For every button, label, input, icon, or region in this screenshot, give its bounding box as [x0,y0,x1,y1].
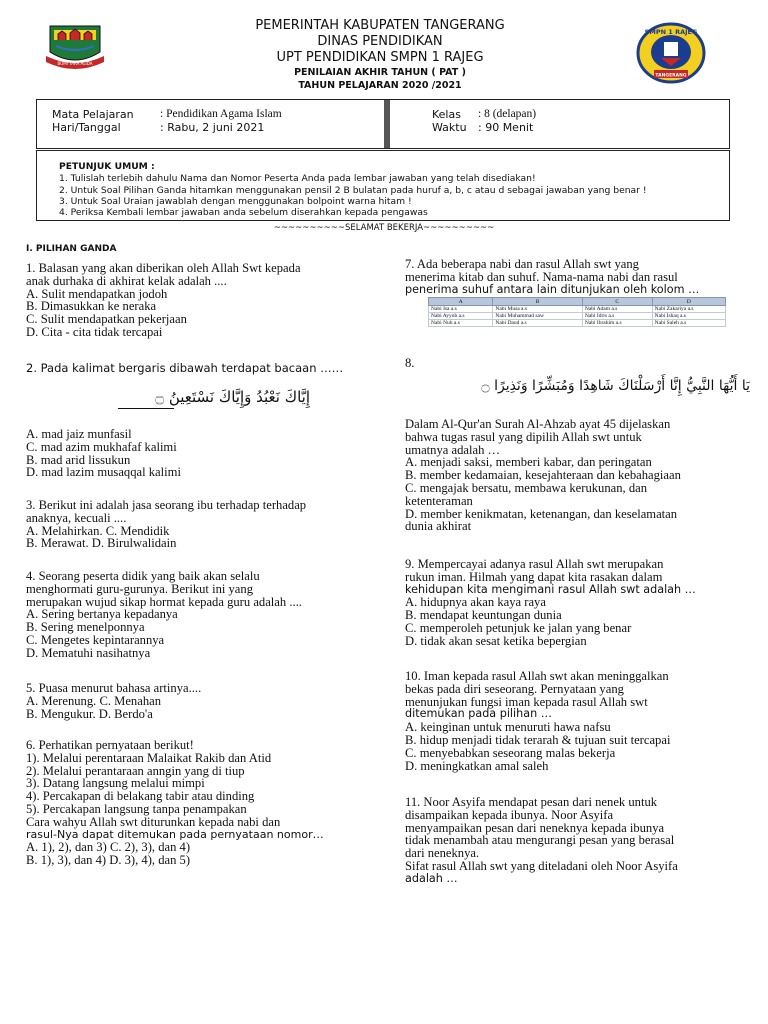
table-cell: Nabi Musa a.s [493,306,582,313]
q5-option: A. Merenung. C. Menahan [26,693,162,708]
q4-line: 4. Seorang peserta didik yang baik akan selalu [26,569,260,583]
header-line-3: UPT PENDIDIKAN SMPN 1 RAJEG [276,50,484,65]
q11-line: Sifat rasul Allah swt yang diteladani oleh Noor Asyifa [405,858,678,873]
q6-line: Cara wahyu Allah swt diturunkan kepada nabi dan [26,814,281,829]
q10-option: B. hidup menjadi tidak terarah & tujuan suit tercapai [405,732,671,747]
q4-option: A. Sering bertanya kepadanya [26,607,178,622]
q8-option: C. mengajak bersatu, membawa kerukunan, dan [405,480,647,495]
exam-info-box [36,99,730,149]
waktu-value: : 90 Menit [478,121,534,134]
question-8 [405,418,760,533]
q9-line: kehidupan kita mengimani rasul Allah swt adalah … [405,582,696,596]
kelas-value: : 8 (delapan) [478,108,537,120]
q9-option: D. tidak akan sesat ketika bepergian [405,633,587,648]
q6-statement: 3). Datang langsung melalui mimpi [26,776,205,791]
q1-option: A. Sulit mendapatkan jodoh [26,286,168,301]
q11-line: menyampaikan pesan dari neneknya kepada ibunya [405,820,665,835]
table-cell: Nabi Isa a.s [429,306,493,313]
question-7 [405,258,760,296]
q10-line: ditemukan pada pilihan … [405,707,552,721]
table-cell: Nabi Adam a.s [582,306,652,313]
q2-arabic-verse: إِيَّاكَ نَعْبُدُ وَإِيَّاكَ نَسْتَعِينُ ۝ [155,388,310,406]
q9-option: C. memperoleh petunjuk ke jalan yang benar [405,620,632,635]
petunjuk-title: PETUNJUK UMUM : [59,161,155,172]
q6-statement: 2). Melalui perantaraan anngin yang di tiup [26,763,245,778]
q9-line: rukun iman. Hilmah yang dapat kita rasakan dalam [405,569,663,584]
header-line-5: TAHUN PELAJARAN 2020 /2021 [298,80,462,91]
smpn-1-rajeg-logo [636,22,706,84]
mapel-label: Mata Pelajaran [52,108,134,121]
q8-number: 8. [405,356,415,370]
header-line-1: PEMERINTAH KABUPATEN TANGERANG [255,18,505,33]
q11-line: 11. Noor Asyifa mendapat pesan dari nenek untuk [405,795,658,809]
q1-line: 1. Balasan yang akan diberikan oleh Allah Swt kepada [26,261,301,275]
q7-line: 7. Ada beberapa nabi dan rasul Allah swt yang [405,257,639,271]
q5-line: 5. Puasa menurut bahasa artinya.... [26,681,202,695]
q1-option: D. Cita - cita tidak tercapai [26,324,163,339]
petunjuk-item: 2. Untuk Soal Pilihan Ganda hitamkan menggunakan pensil 2 B bulatan pada huruf a, b, c atau d sebagai jawaban yang benar ! [59,185,647,196]
q9-line: 9. Mempercayai adanya rasul Allah swt merupakan [405,557,664,571]
question-11 [405,796,760,886]
q11-line: disampaikan kepada ibunya. Noor Asyifa [405,807,614,822]
q9-option: B. mendapat keuntungan dunia [405,608,562,623]
mapel-value: : Pendidikan Agama Islam [160,108,282,120]
question-4 [26,570,376,660]
question-2 [26,362,376,375]
waktu-label: Waktu [432,121,467,134]
q6-option: B. 1), 3), dan 4) D. 3), 4), dan 5) [26,853,191,868]
question-10 [405,670,760,772]
q2-underline [118,408,174,409]
question-5 [26,682,376,720]
q6-line: rasul-Nya dapat ditemukan pada pernyataan nomor… [26,827,324,841]
question-2-options [26,428,376,479]
section-title: I. PILIHAN GANDA [26,244,117,254]
question-8-number [405,357,760,370]
q8-option: dunia akhirat [405,519,472,534]
q8-arabic-verse: يَا أَيُّهَا النَّبِيُّ إِنَّا أَرْسَلْنَاكَ شَاهِدًا وَمُبَشِّرًا وَنَذِيرًا ۝ [481,378,750,394]
selamat-bekerja: ~~~~~~~~~~SELAMAT BEKERJA~~~~~~~~~~ [273,223,495,233]
q6-option: A. 1), 2), dan 3) C. 2), 3), dan 4) [26,840,191,855]
table-cell: Nabi Ayyub a.s [429,313,493,320]
q1-line: anak durhaka di akhirat kelak adalah .... [26,273,227,288]
q4-line: merupakan wujud sikap hormat kepada guru adalah .... [26,594,302,609]
table-cell: Nabi Muhammad saw [493,313,582,320]
table-cell: Nabi Zakariya a.s [652,306,725,313]
q8-option: B. member kedamaian, kesejahteraan dan kebahagiaan [405,468,681,483]
table-header-row [429,298,726,306]
q11-line: adalah … [405,871,458,885]
q3-line: anaknya, kecuali .... [26,510,127,525]
q8-line: umatnya adalah … [405,442,501,457]
table-row [429,306,726,313]
table-cell: Nabi Saleh a.s [652,320,725,327]
hari-label: Hari/Tanggal [52,121,121,134]
q2-stem: 2. Pada kalimat bergaris dibawah terdapat bacaan …… [26,361,344,375]
petunjuk-item: 1. Tulislah terlebih dahulu Nama dan Nomor Peserta Anda pada lembar jawaban yang telah disediakan! [59,173,536,184]
hari-value: : Rabu, 2 juni 2021 [160,121,265,134]
q8-option: D. member kenikmatan, ketenangan, dan keselamatan [405,506,678,521]
q6-statement: 1). Melalui perentaraan Malaikat Rakib dan Atid [26,750,272,765]
table-cell: Nabi Ishaq a.s [652,313,725,320]
q2-option: C. mad azim mukhafaf kalimi [26,439,177,454]
table-header: B [493,298,582,306]
header-line-4: PENILAIAN AKHIR TAHUN ( PAT ) [294,67,466,78]
q3-option: A. Melahirkan. C. Mendidik [26,523,170,538]
header-line-2: DINAS PENDIDIKAN [317,34,443,49]
q4-line: menghormati guru-gurunya. Berikut ini yang [26,581,253,596]
question-1 [26,262,376,339]
petunjuk-box [36,150,730,221]
table-header: A [429,298,493,306]
q4-option: C. Mengetes kepintarannya [26,632,165,647]
q5-option: B. Mengukur. D. Berdo'a [26,706,153,721]
table-cell: Nabi Nuh a.s [429,320,493,327]
q9-option: A. hidupnya akan kaya raya [405,595,546,610]
table-cell: Nabi Idris a.s [582,313,652,320]
q8-option: ketenteraman [405,493,473,508]
q1-option: B. Dimasukkan ke neraka [26,299,157,314]
question-3 [26,499,376,550]
kabupaten-tangerang-logo [44,22,106,72]
q11-line: dari neneknya. [405,846,480,861]
petunjuk-item: 4. Periksa Kembali lembar jawaban anda sebelum diserahkan kepada pengawas [59,207,428,218]
table-cell: Nabi Daud a.s [493,320,582,327]
q10-option: D. meningkatkan amal saleh [405,758,549,773]
table-cell: Nabi Ibrahim a.s [582,320,652,327]
svg-text:TANGERANG: TANGERANG [655,73,687,79]
q10-line: menunjukan fungsi iman kepada rasul Allah swt [405,694,648,709]
q3-line: 3. Berikut ini adalah jasa seorang ibu terhadap terhadap [26,498,307,512]
q2-option: B. mad arid lissukun [26,452,131,467]
q10-line: 10. Iman kepada rasul Allah swt akan meninggalkan [405,669,669,683]
q7-line: penerima suhuf antara lain ditunjukan oleh kolom … [405,282,700,296]
q2-option: D. mad lazim musaqqal kalimi [26,465,181,480]
svg-text:BUMI TARA ALIDA: BUMI TARA ALIDA [57,61,93,66]
q4-option: B. Sering menelponnya [26,620,145,635]
question-6 [26,739,376,867]
table-header: C [582,298,652,306]
petunjuk-item: 3. Untuk Soal Uraian jawablah dengan menggunakan bolpoint warna hitam ! [59,196,412,207]
table-row [429,320,726,327]
q4-option: D. Mematuhi nasihatnya [26,645,151,660]
q6-statement: 4). Percakapan di belakang tabir atau dinding [26,789,255,804]
table-row [429,313,726,320]
table-header: D [652,298,725,306]
svg-text:SMPN 1 RAJEG: SMPN 1 RAJEG [644,28,698,36]
q10-option: C. menyebabkan seseorang malas bekerja [405,745,616,760]
q3-option: B. Merawat. D. Birulwalidain [26,536,177,551]
q1-option: C. Sulit mendapatkan pekerjaan [26,312,187,327]
q8-line: Dalam Al-Qur'an Surah Al-Ahzab ayat 45 dijelaskan [405,417,671,431]
info-divider [384,100,390,148]
q6-statement: 5). Percakapan langsung tanpa penampakan [26,801,247,816]
nabi-table [428,297,726,327]
q8-option: A. menjadi saksi, memberi kabar, dan peringatan [405,455,652,470]
q7-line: menerima kitab dan suhuf. Nama-nama nabi dan rasul [405,269,678,284]
q10-option: A. keinginan untuk menuruti hawa nafsu [405,720,611,735]
q6-line: 6. Perhatikan pernyataan berikut! [26,738,194,752]
q8-line: bahwa tugas rasul yang dipilih Allah swt untuk [405,429,642,444]
q11-line: tidak menambah atau mengurangi pesan yang berasal [405,833,675,848]
q10-line: bekas pada diri seseorang. Pernyataan yang [405,681,624,696]
q2-option: A. mad jaiz munfasil [26,427,132,441]
kelas-label: Kelas [432,108,461,121]
question-9 [405,558,760,648]
